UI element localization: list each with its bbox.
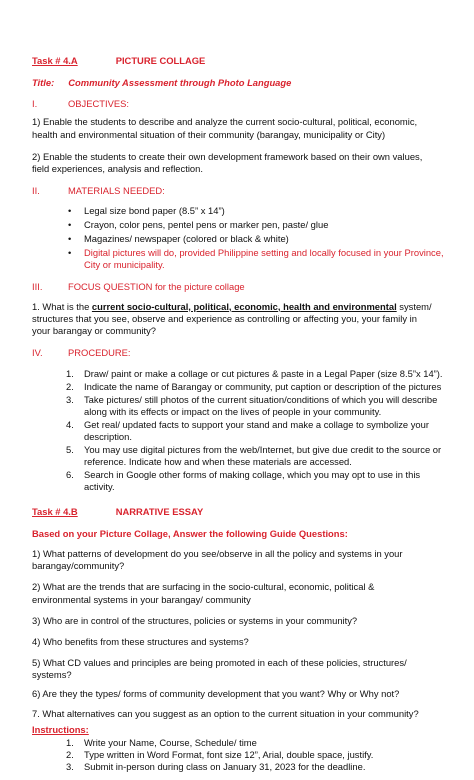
procedure-heading bbox=[32, 346, 131, 359]
bullet-icon: • bbox=[68, 246, 72, 258]
instructions-heading: Instructions: bbox=[32, 723, 89, 735]
bullet-icon: • bbox=[68, 232, 72, 244]
focus-heading bbox=[32, 280, 245, 293]
procedure-heading-text: PROCEDURE: bbox=[68, 347, 131, 358]
focus-question-line-1 bbox=[32, 300, 432, 313]
focus-q-emphasis: current socio-cultural, political, economic, health and environmental bbox=[91, 300, 397, 312]
guide-question-7: 7. What alternatives can you suggest as an option to the current situation in your community? bbox=[32, 707, 419, 719]
objectives-heading-text: OBJECTIVES: bbox=[68, 97, 129, 109]
guide-question-1-line-2: barangay/community? bbox=[32, 560, 125, 571]
task-a-label: Task # 4.A bbox=[32, 55, 78, 66]
procedure-step-cont: description. bbox=[84, 430, 132, 442]
objective-1-line-2: health and environmental situation of their community (barangay, municipality or City) bbox=[32, 128, 386, 140]
procedure-step-cont: activity. bbox=[84, 481, 115, 492]
guide-questions-heading: Based on your Picture Collage, Answer the following Guide Questions: bbox=[32, 527, 348, 539]
procedure-step: Draw/ paint or make a collage or cut pictures & paste in a Legal Paper (size 8.5”x 14”). bbox=[84, 367, 443, 379]
bullet-icon: • bbox=[68, 218, 72, 230]
instruction-number: 3. bbox=[66, 760, 74, 772]
guide-question-4: 4) Who benefits from these structures and systems? bbox=[32, 636, 249, 648]
objective-1-line-1: 1) Enable the students to describe and analyze the current socio-cultural, political, economic, bbox=[32, 116, 418, 128]
guide-question-2-line-1: 2) What are the trends that are surfacing in the socio-cultural, economic, political & bbox=[32, 581, 375, 593]
focus-numeral: III. bbox=[32, 281, 43, 292]
focus-heading-text: FOCUS QUESTION for the picture collage bbox=[68, 281, 245, 292]
procedure-step: Take pictures/ still photos of the current situation/conditions of which you will describe bbox=[84, 393, 438, 405]
guide-question-3: 3) Who are in control of the structures, policies or systems in your community? bbox=[32, 614, 358, 626]
focus-q-prefix: 1. What is the bbox=[32, 300, 92, 312]
step-number: 4. bbox=[66, 418, 74, 430]
material-item: Legal size bond paper (8.5” x 14”) bbox=[84, 204, 225, 216]
procedure-step-cont: reference. Indicate how and when these materials are accessed. bbox=[84, 455, 352, 467]
task-b-label: Task # 4.B bbox=[32, 506, 78, 518]
procedure-numeral: IV. bbox=[32, 347, 43, 358]
procedure-step: You may use digital pictures from the web/Internet, but give due credit to the source or bbox=[84, 443, 442, 455]
focus-question-line-3: your barangay or community? bbox=[32, 324, 157, 336]
material-item-digital-line-1: Digital pictures will do, provided Philippine setting and locally focused in your Province, bbox=[84, 246, 444, 258]
instruction-item: Type written in Word Format, font size 12”, Arial, double space, justify. bbox=[84, 748, 374, 760]
task-b-name: NARRATIVE ESSAY bbox=[115, 506, 204, 518]
instruction-item: Write your Name, Course, Schedule/ time bbox=[84, 736, 257, 748]
title-label: Title: bbox=[32, 77, 55, 89]
procedure-step: Search in Google other forms of making collage, which you may opt to use in this bbox=[84, 468, 421, 480]
objective-2-line-2: field experiences, analysis and reflection. bbox=[32, 162, 203, 174]
instruction-item: Submit in-person during class on January 31, 2023 for the deadline. bbox=[84, 760, 366, 772]
title-text: Community Assessment through Photo Language bbox=[68, 77, 292, 89]
step-number: 6. bbox=[66, 468, 74, 480]
materials-heading bbox=[32, 184, 165, 197]
material-item: Magazines/ newspaper (colored or black & white) bbox=[84, 232, 289, 244]
focus-question-line-2: structures that you see, observe and experience as controlling or affecting you, your family in bbox=[32, 312, 417, 324]
objective-2-line-1: 2) Enable the students to create their own development framework based on their own values, bbox=[32, 150, 423, 162]
instruction-number: 1. bbox=[66, 736, 74, 748]
material-item-digital-line-2: City or municipality. bbox=[84, 258, 165, 270]
procedure-step: Get real/ updated facts to support your stand and make a collage to symbolize your bbox=[84, 418, 429, 430]
step-number: 2. bbox=[66, 380, 74, 392]
task-a-header bbox=[32, 54, 205, 67]
instruction-number: 2. bbox=[66, 748, 74, 760]
step-number: 1. bbox=[66, 367, 74, 379]
objectives-numeral: I. bbox=[32, 97, 38, 109]
title-line bbox=[32, 76, 291, 89]
task-a-name: PICTURE COLLAGE bbox=[115, 55, 206, 66]
materials-numeral: II. bbox=[32, 185, 40, 197]
procedure-step: Indicate the name of Barangay or community, put caption or description of the pictures bbox=[84, 380, 442, 392]
guide-question-2-line-2: environmental systems in your barangay/ community bbox=[32, 593, 251, 605]
guide-question-1-line-1: 1) What patterns of development do you see/observe in all the policy and systems in your bbox=[32, 547, 403, 559]
bullet-icon: • bbox=[68, 204, 72, 216]
guide-question-6: 6) Are they the types/ forms of community development that you want? Why or Why not? bbox=[32, 688, 400, 700]
objectives-heading bbox=[32, 97, 129, 110]
step-number: 5. bbox=[66, 443, 74, 455]
material-item: Crayon, color pens, pentel pens or marker pen, paste/ glue bbox=[84, 218, 329, 230]
task-b-header bbox=[32, 505, 203, 518]
materials-heading-text: MATERIALS NEEDED: bbox=[68, 185, 165, 197]
focus-q-suffix: system/ bbox=[396, 300, 432, 312]
guide-question-5-line-1: 5) What CD values and principles are being promoted in each of these policies, structures/ bbox=[32, 656, 407, 668]
guide-question-5-line-2: systems? bbox=[32, 668, 72, 680]
step-number: 3. bbox=[66, 393, 74, 405]
procedure-step-cont: along with its effects or impact on the lives of people in your community. bbox=[84, 405, 382, 417]
